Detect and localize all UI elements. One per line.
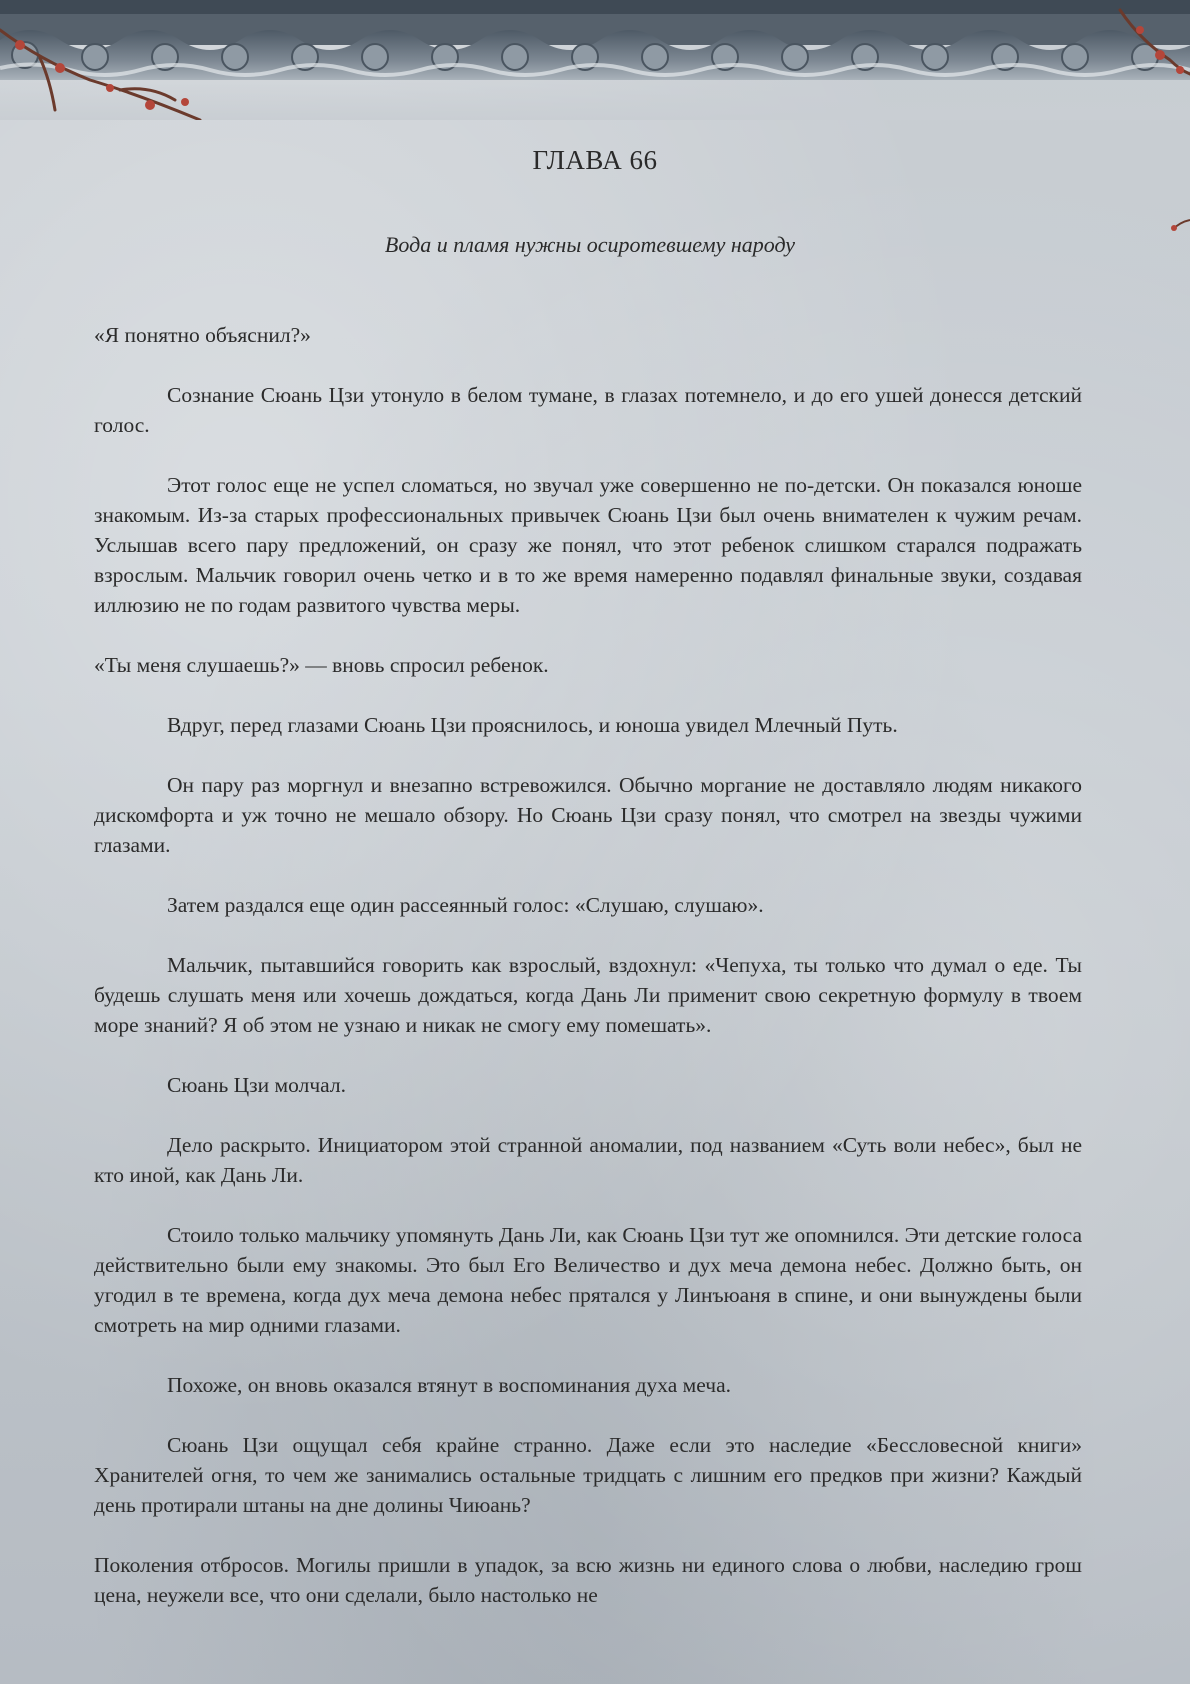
chapter-body [94,320,1082,1610]
roof-tiles-decoration [0,0,1190,120]
paragraph: «Я понятно объяснил?» [94,323,311,347]
paragraph: Мальчик, пытавшийся говорить как взрослый, вздохнул: «Чепуха, ты только что думал о еде. Ты будешь слушать меня или хочешь дождаться, когда Дань Ли применит свою секретную формулу в твоем море знаний? Я об этом не узнаю и никак не смогу ему помешать». [94,953,1082,1037]
paragraph: Похоже, он вновь оказался втянут в воспоминания духа меча. [167,1373,731,1397]
paragraph: Поколения отбросов. Могилы пришли в упадок, за всю жизнь ни единого слова о любви, наследию грош цена, неужели все, что они сделали, было настолько не [94,1553,1082,1607]
paragraph: «Ты меня слушаешь?» — вновь спросил ребенок. [94,653,549,677]
paragraph: Вдруг, перед глазами Сюань Цзи прояснилось, и юноша увидел Млечный Путь. [167,713,898,737]
paragraph: Этот голос еще не успел сломаться, но звучал уже совершенно не по-детски. Он показался юноше знакомым. Из-за старых профессиональных привычек Сюань Цзи был очень внимателен к чужим речам. Услышав всего пару предложений, он сразу же понял, что этот ребенок слишком старался подражать взрослым. Мальчик говорил очень четко и в то же время намеренно подавлял финальные звуки, создавая иллюзию не по годам развитого чувства меры. [94,473,1082,617]
paragraph: Затем раздался еще один рассеянный голос: «Слушаю, слушаю». [167,893,764,917]
chapter-subtitle: Вода и пламя нужны осиротевшему народу [384,232,796,257]
paragraph: Он пару раз моргнул и внезапно встревожился. Обычно моргание не доставляло людям никакого дискомфорта и уж точно не мешало обзору. Но Сюань Цзи сразу понял, что смотрел на звезды чужими глазами. [94,773,1082,857]
paragraph: Дело раскрыто. Инициатором этой странной аномалии, под названием «Суть воли небес», был не кто иной, как Дань Ли. [94,1133,1082,1187]
paragraph: Стоило только мальчику упомянуть Дань Ли, как Сюань Цзи тут же опомнился. Эти детские голоса действительно были ему знакомы. Это был Его Величество и дух меча демона небес. Должно быть, он угодил в те времена, когда дух меча демона небес прятался у Линъюаня в спине, и они вынуждены были смотреть на мир одними глазами. [94,1223,1082,1337]
chapter-title: ГЛАВА 66 [532,145,658,175]
paragraph: Сознание Сюань Цзи утонуло в белом тумане, в глазах потемнело, и до его ушей донесся детский голос. [94,383,1082,437]
paragraph: Сюань Цзи ощущал себя крайне странно. Даже если это наследие «Бессловесной книги» Хранителей огня, то чем же занимались остальные тридцать с лишним его предков при жизни? Каждый день протирали штаны на дне долины Чиюань? [94,1433,1082,1517]
paragraph: Сюань Цзи молчал. [167,1073,346,1097]
